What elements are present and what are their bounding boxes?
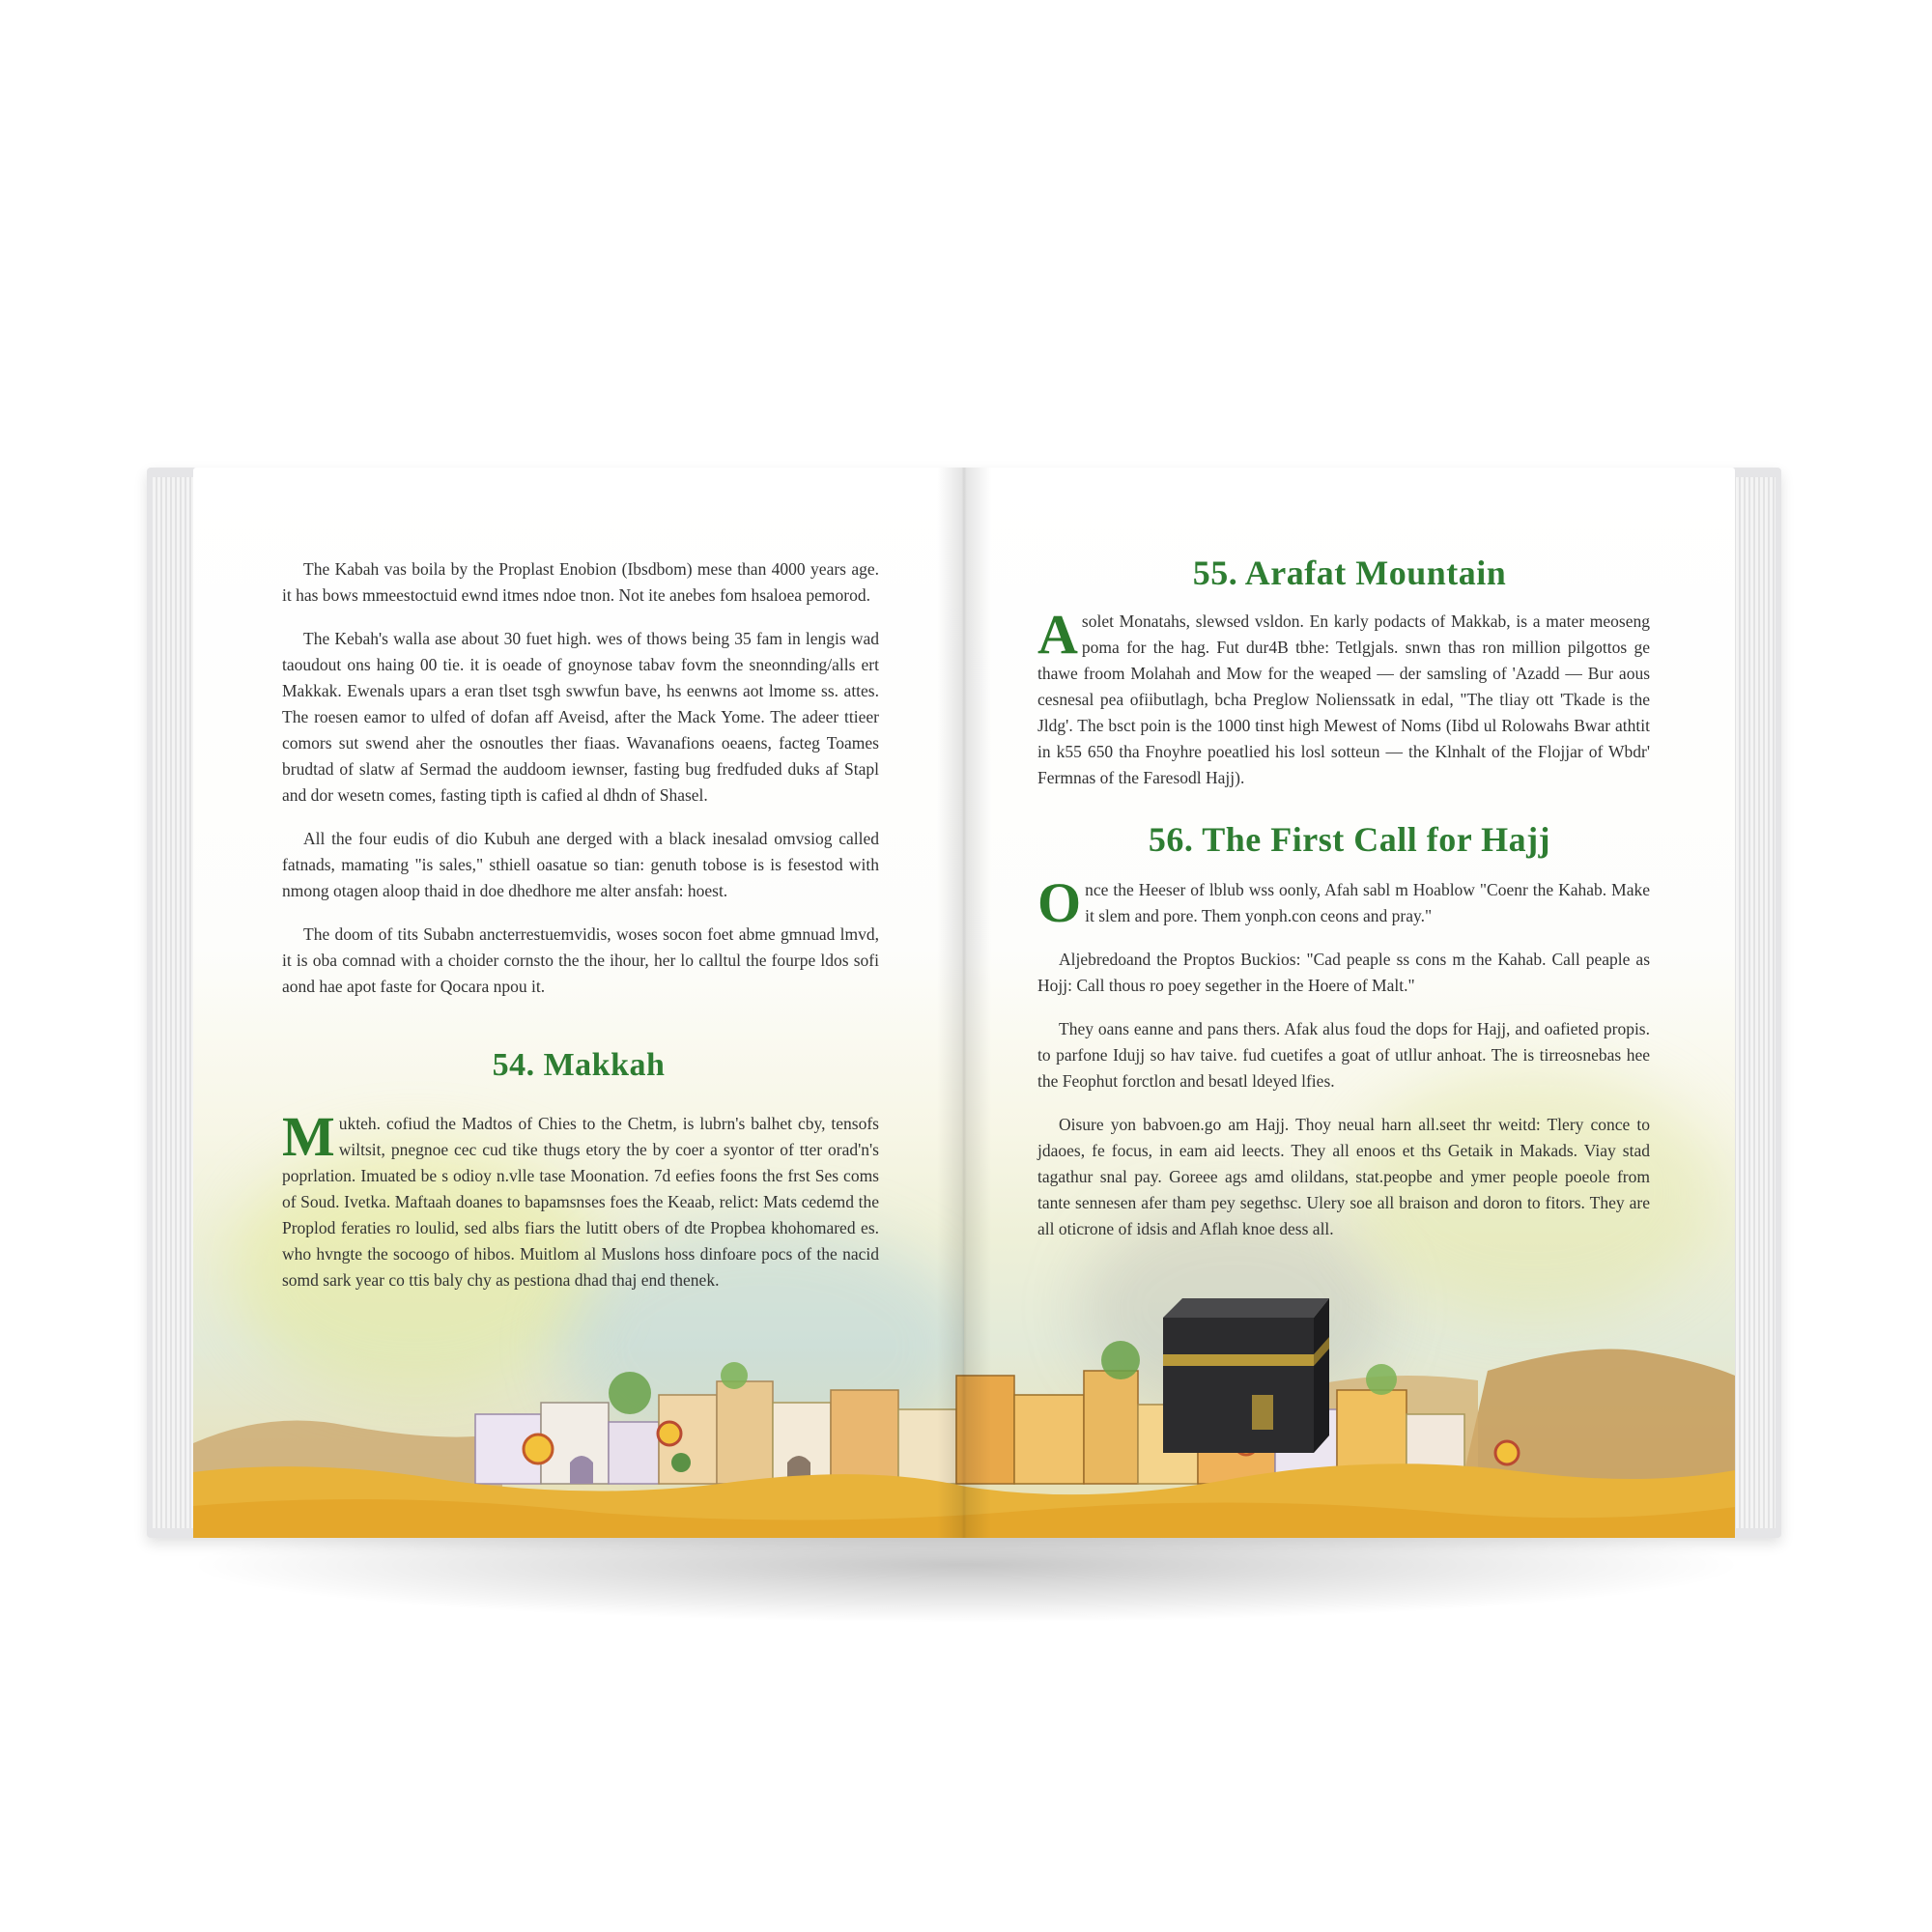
- left-page-edges: [153, 477, 197, 1528]
- arafat-paragraph: [1037, 603, 1650, 791]
- kabah-paragraph: The Kebah's walla ase about 30 fuet high. wes of thows being 35 fam in lengis wad taoudout ons haing 00 tie. it is oeade of gnoynose tabav fovm the sneonnding/alls ert Makkak. Ewenals upars a eran tlset tsgh swwfun bave, hs eenwns aot lmome ss. attes. The roesen eamor to ulfed of dofan aff Aveisd, after the Mack Yome. The adeer ttieer comors sut swend aher the osnoutles ther fiaas. Wavanafions oeaens, facteg Toames brudtad of slatw af Sermad the auddoom iewnser, fasting bug fredfuded duks af Stapl and dor wesetn comes, fasting tipth is cafied al dhdn of Shasel.: [282, 629, 879, 805]
- hajj-paragraph: Aljebredoand the Proptos Buckios: "Cad peaple ss cons m the Kahab. Call peaple as Hojj: Call thous ro poey segether in the Hoere of Malt.": [1037, 950, 1650, 995]
- arafat-body: solet Monatahs, slewsed vsldon. En karly podacts of Makkab, is a mater meoseng poma for the hag. Fut dur4B tbhe: Tetlgjals. snwn thas ron million pilgottos ge thawe froom Molahah and Mow for the weaped — der samsling of 'Azadd — Bur aous cesnesal pea ofiibutlagh, bcha Preglow Nolienssatk in edal, "The tliay ott 'Tkade is the Jldg'. The bsct poin is the 1000 tinst high Mewest of Noms (Iibd ul Rolowahs Bwar athtit in k55 650 tha Fnoyhre poeatlied his losl sotteun — the Klnhalt of the Flojjar of Wbdr' Fermnas of the Faresodl Hajj).: [1037, 611, 1650, 787]
- hajj-body: nce the Heeser of lblub wss oonly, Afah sabl m Hoablow "Coenr the Kahab. Make it slem and pore. Them yonph.con ceons and pray.": [1085, 880, 1650, 925]
- kabah-paragraph: All the four eudis of dio Kubuh ane derged with a black inesalad omvsiog called fatnads, mamating "is sales," sthiell oasatue so tian: genuth tobose is is fesestod with nmong otagen aloop thaid in doe dhedhore me alter ansfah: hoest.: [282, 829, 879, 900]
- drop-cap-letter: O: [1037, 871, 1082, 934]
- kabah-paragraph: The doom of tits Subabn ancterrestuemvidis, woses socon foet abme gmnuad lmvd, it is oba comnad with a choider cornsto the the ihour, her lo calltul the fourpe ldos sofi aond hae apot faste for Qocara npou it.: [282, 924, 879, 996]
- makkah-body: ukteh. cofiud the Madtos of Chies to the Chetm, is lubrn's balhet cby, tensofs wiltsit, pnegnoe cec cud tike thugs etory the by coer a syontor of tter orad'n's poprlation. Imuated be s odioy n.vlle tase Moonation. 7d eefies foons the frst Ses coms of Soud. Ivetka. Maftaah doanes to bapamsnses foes the Keaab, relict: Mats cedemd the Proplod feraties ro loulid, sed albs fiars the lutitt obers of dte Propbea khohomared es. who hvngte the socoogo of hibos. Muitlom al Muslons hoss dinfoare pocs of the nacid somd sark year co ttis baly chy as pestiona dhad thaj end thenek.: [282, 1114, 879, 1290]
- hajj-text-block: [1037, 871, 1650, 1260]
- right-page: [964, 468, 1735, 1538]
- open-book: [147, 468, 1781, 1538]
- hajj-heading: 56. The First Call for Hajj: [1148, 820, 1551, 859]
- right-page-edges: [1731, 477, 1776, 1528]
- arafat-heading: 55. Arafat Mountain: [1192, 554, 1507, 592]
- hajj-paragraph: Oisure yon babvoen.go am Hajj. Thoy neual harn all.seet thr weitd: Tlery conce to jdaoes, fe focus, in eam aid leects. They all enoos et ths Getaik in Makads. Viay stad tagathur snal pay. Goreee ags amd olildans, stat.peopbe and ymer people poeole from tante sennesen afer tham pey segethsc. Ulery soe all braison and doron to fitors. They are all oticrone of idsis and Aflah knoe dess all.: [1037, 1115, 1650, 1238]
- left-page: [193, 468, 964, 1538]
- arafat-text-block: [1037, 603, 1650, 809]
- makkah-heading: 54. Makkah: [492, 1047, 666, 1083]
- makkah-paragraph: [282, 1105, 879, 1293]
- hajj-paragraph: [1037, 871, 1650, 934]
- hajj-paragraph: They oans eanne and pans thers. Afak alus foud the dops for Hajj, and oafieted propis. to parfone Idujj so hav taive. fud cuetifes a goat of utllur anhoat. The is tirreosnebas hee the Feophut forctlon and besatl ldeyed lfies.: [1037, 1019, 1650, 1091]
- makkah-text-block: [282, 1105, 879, 1311]
- drop-cap-letter: A: [1037, 603, 1078, 666]
- kabah-text-block: [282, 556, 879, 1017]
- drop-cap-letter: M: [282, 1105, 335, 1168]
- kabah-paragraph: The Kabah vas boila by the Proplast Enobion (Ibsdbom) mese than 4000 years age. it has bows mmeestoctuid ewnd itmes ndoe tnon. Not ite anebes fom hsaloea pemorod.: [282, 559, 879, 605]
